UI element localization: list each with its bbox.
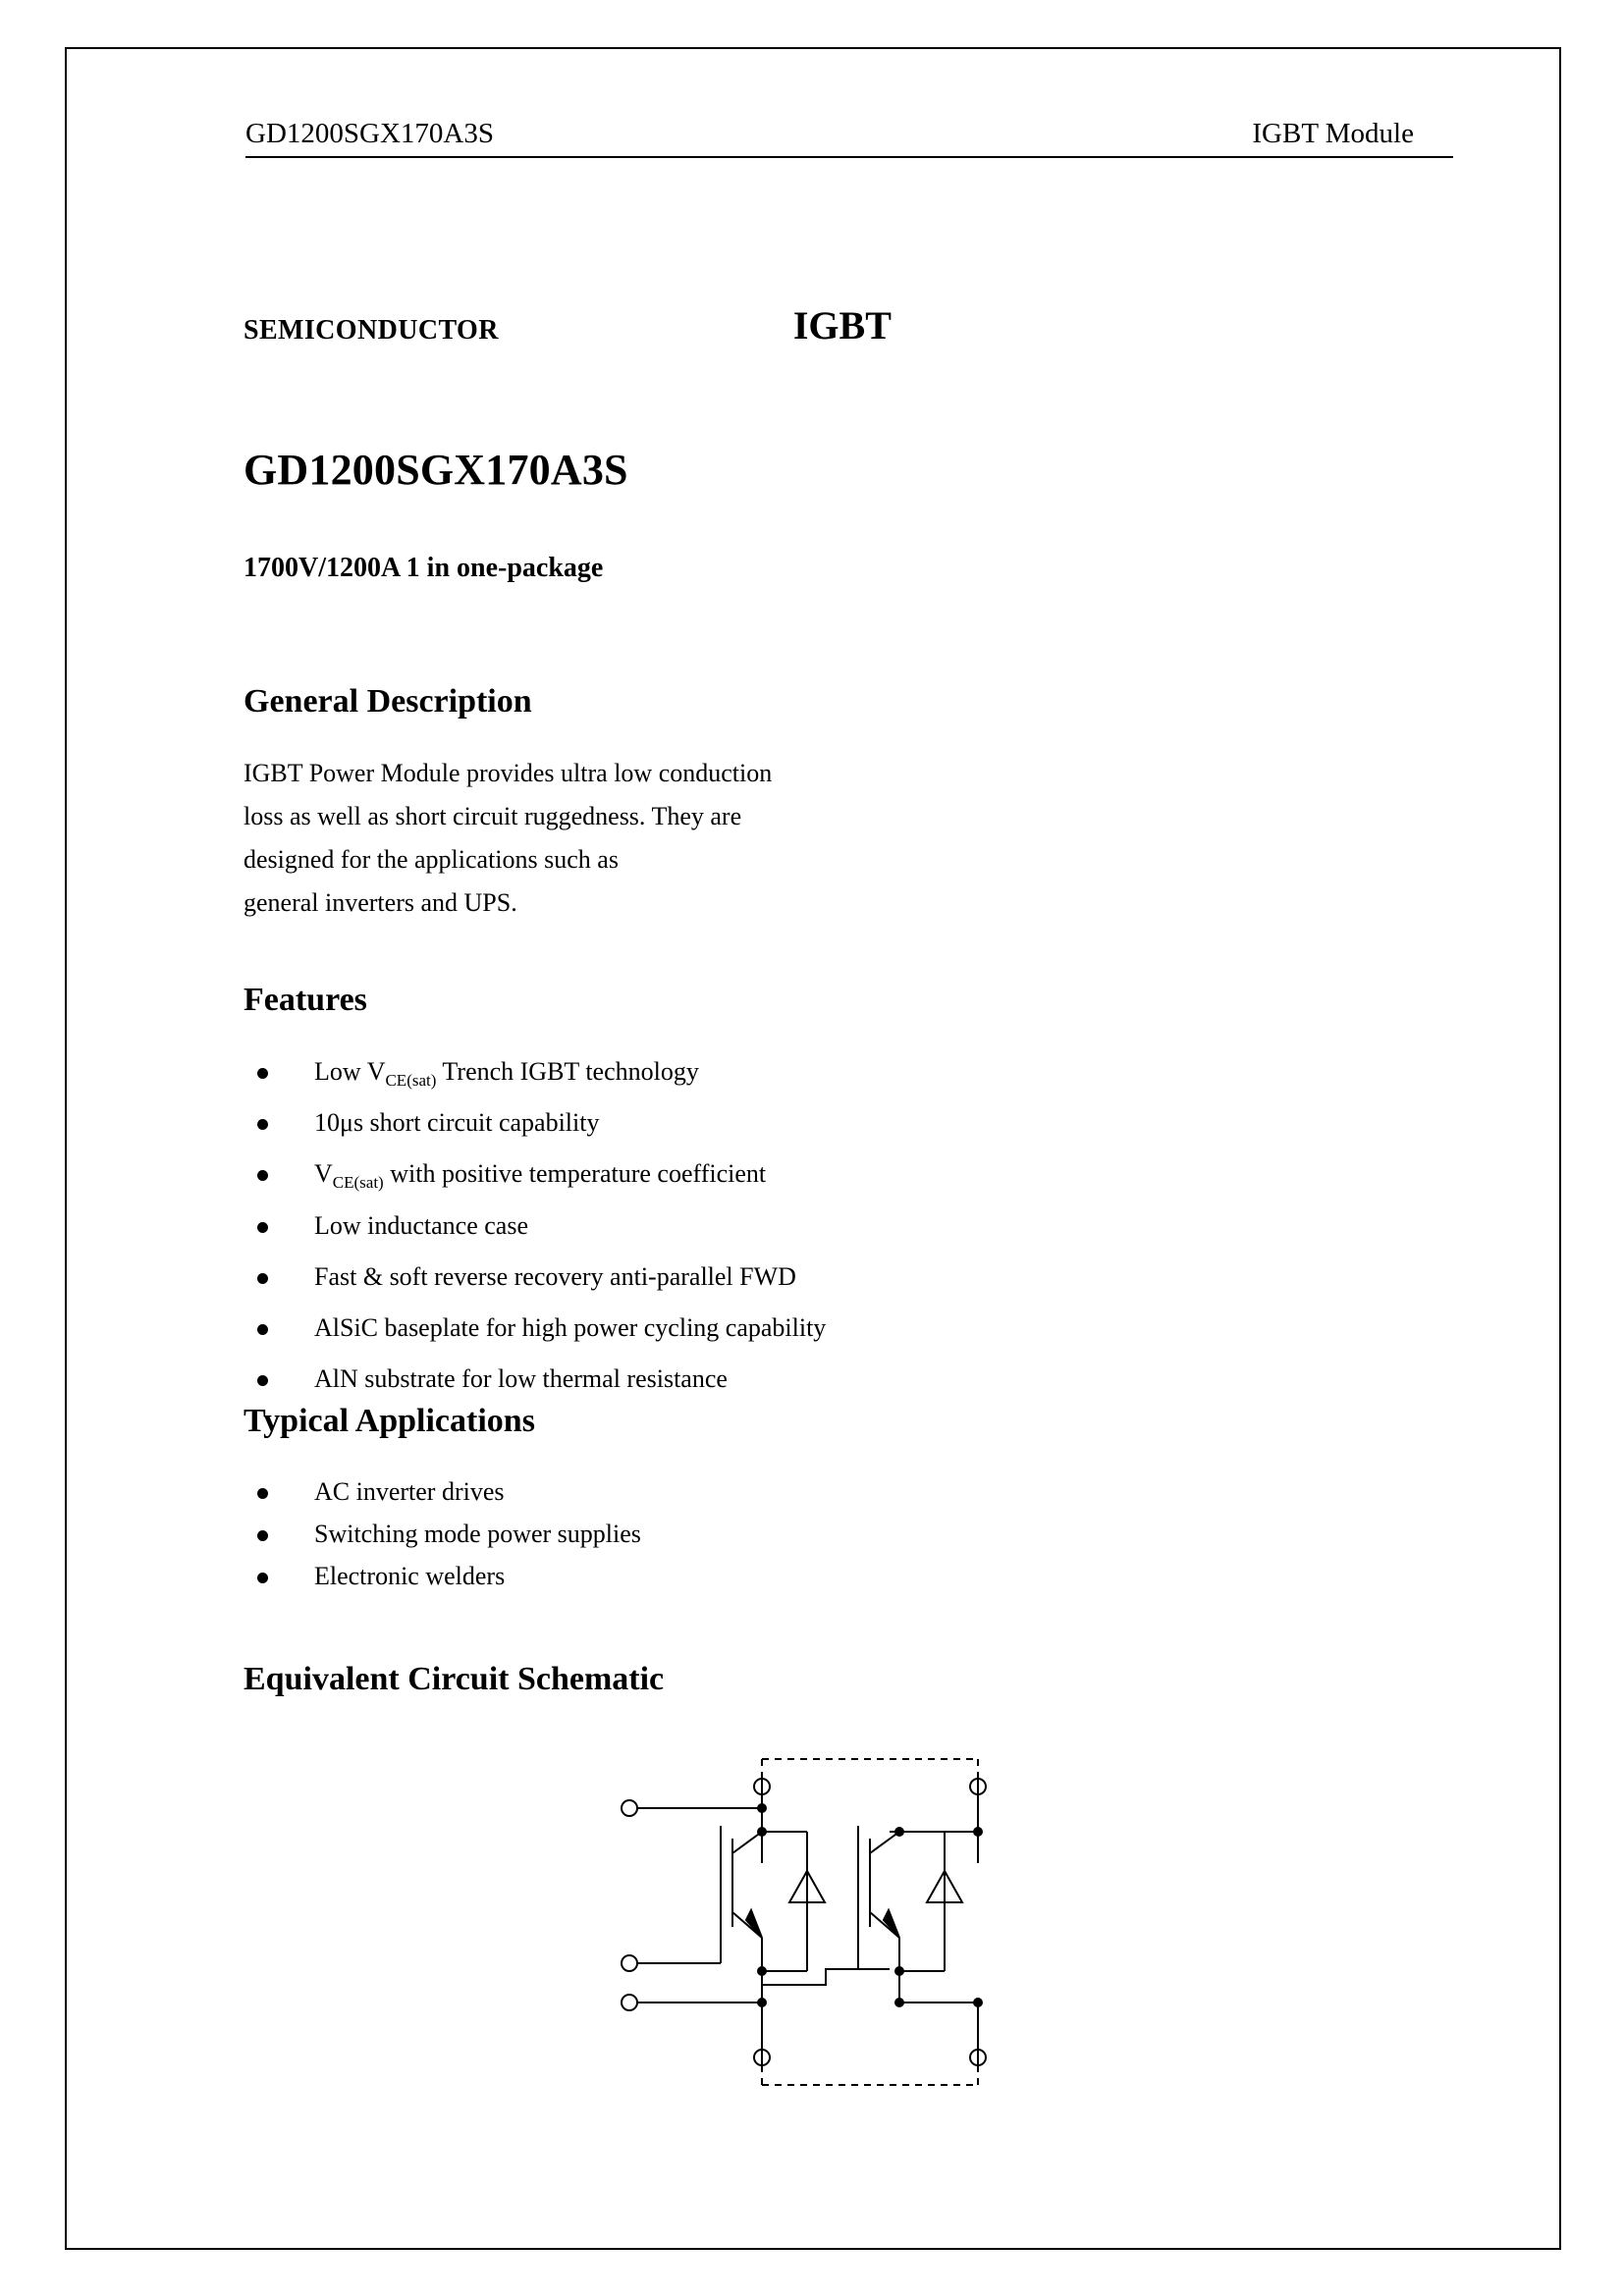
list-item	[244, 1358, 826, 1409]
semiconductor-label: SEMICONDUCTOR	[244, 315, 499, 346]
page-header	[245, 118, 1453, 158]
feature-text-sub: CE(sat)	[332, 1173, 384, 1193]
page-title: GD1200SGX170A3S	[244, 446, 628, 494]
header-product-type: IGBT Module	[1252, 118, 1414, 149]
list-item	[244, 1307, 826, 1358]
feature-text-post: with positive temperature coefficient	[383, 1159, 767, 1189]
feature-text-pre: Fast & soft reverse recovery anti-parallel FWD	[314, 1261, 796, 1291]
feature-text-sub: CE(sat)	[385, 1071, 437, 1091]
header-part-number: GD1200SGX170A3S	[245, 118, 494, 149]
typical-applications-list	[244, 1470, 641, 1597]
list-item	[244, 1152, 826, 1203]
brand-row	[244, 302, 1225, 348]
list-item	[244, 1101, 826, 1152]
feature-text-pre: 10μs short circuit capability	[314, 1108, 600, 1138]
general-description-body: IGBT Power Module provides ultra low conduction loss as well as short circuit ruggedness. They are designed for the applications such as general inverters and UPS.	[244, 759, 773, 917]
feature-text-pre: AlSiC baseplate for high power cycling capability	[314, 1312, 827, 1342]
features-list	[244, 1050, 826, 1409]
equivalent-circuit-heading: Equivalent Circuit Schematic	[244, 1661, 665, 1697]
feature-text-pre: Low inductance case	[314, 1210, 529, 1240]
features-heading: Features	[244, 982, 367, 1018]
general-description-heading: General Description	[244, 683, 532, 720]
typical-applications-heading: Typical Applications	[244, 1403, 535, 1439]
list-item: Electronic welders	[244, 1555, 641, 1597]
list-item	[244, 1050, 826, 1101]
page-subtitle: 1700V/1200A 1 in one-package	[244, 553, 604, 583]
feature-text-pre: Low V	[314, 1057, 386, 1086]
list-item: AC inverter drives	[244, 1470, 641, 1513]
igbt-label: IGBT	[792, 303, 892, 347]
list-item: Switching mode power supplies	[244, 1513, 641, 1555]
feature-text-pre: V	[314, 1159, 333, 1189]
equivalent-circuit-diagram	[615, 1745, 1027, 2104]
feature-text-pre: AlN substrate for low thermal resistance	[314, 1364, 728, 1394]
list-item	[244, 1255, 826, 1307]
feature-text-post: Trench IGBT technology	[436, 1057, 699, 1086]
page-content	[65, 47, 1561, 2250]
list-item	[244, 1204, 826, 1255]
